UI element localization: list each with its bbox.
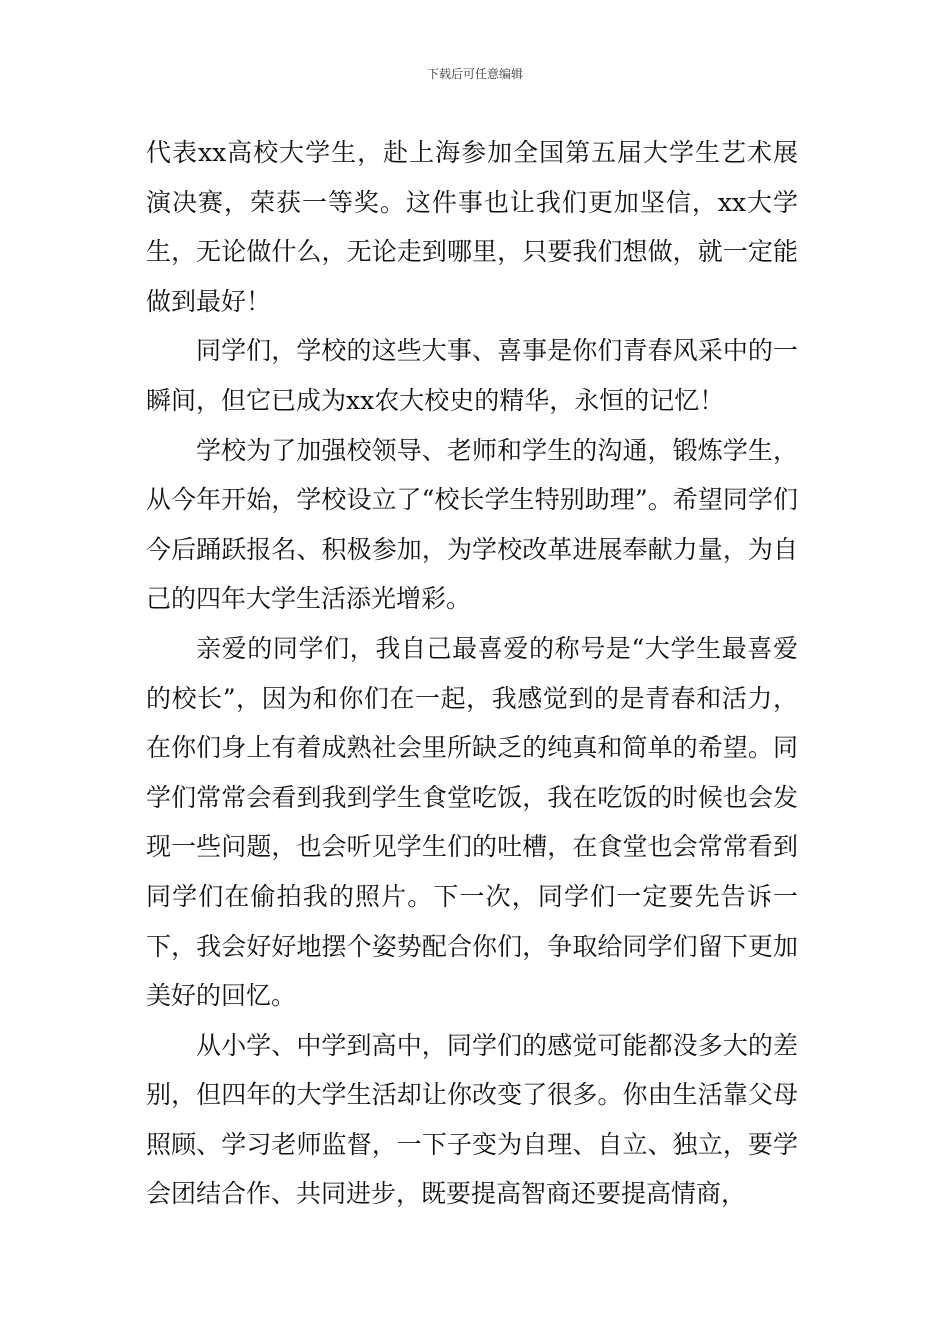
paragraph-5: 从小学、中学到高中，同学们的感觉可能都没多大的差别，但四年的大学生活却让你改变了很多。你由生活靠父母照顾、学习老师监督，一下子变为自理、自立、独立，要学会团结合作、共同进步，既要提高智商还要提高情商， [146,1030,798,1209]
document-body [146,128,798,1219]
paragraph-4: 亲爱的同学们，我自己最喜爱的称号是“大学生最喜爱的校长”，因为和你们在一起，我感觉到的是青春和活力，在你们身上有着成熟社会里所缺乏的纯真和简单的希望。同学们常常会看到我到学生食堂吃饭，我在吃饭的时候也会发现一些问题，也会听见学生们的吐槽，在食堂也会常常看到同学们在偷拍我的照片。下一次，同学们一定要先告诉一下，我会好好地摆个姿势配合你们，争取给同学们留下更加美好的回忆。 [146,633,798,1011]
paragraph-2: 同学们，学校的这些大事、喜事是你们青春风采中的一瞬间，但它已成为xx农大校史的精华，永恒的记忆！ [146,336,798,415]
paragraph-3: 学校为了加强校领导、老师和学生的沟通，锻炼学生，从今年开始，学校设立了“校长学生特别助理”。希望同学们今后踊跃报名、积极参加，为学校改革进展奉献力量，为自己的四年大学生活添光增彩。 [146,435,798,614]
paragraph-1: 代表xx高校大学生，赴上海参加全国第五届大学生艺术展演决赛，荣获一等奖。这件事也让我们更加坚信，xx大学生，无论做什么，无论走到哪里，只要我们想做，就一定能做到最好！ [146,138,798,316]
page-header: 下载后可任意编辑 [426,67,523,81]
